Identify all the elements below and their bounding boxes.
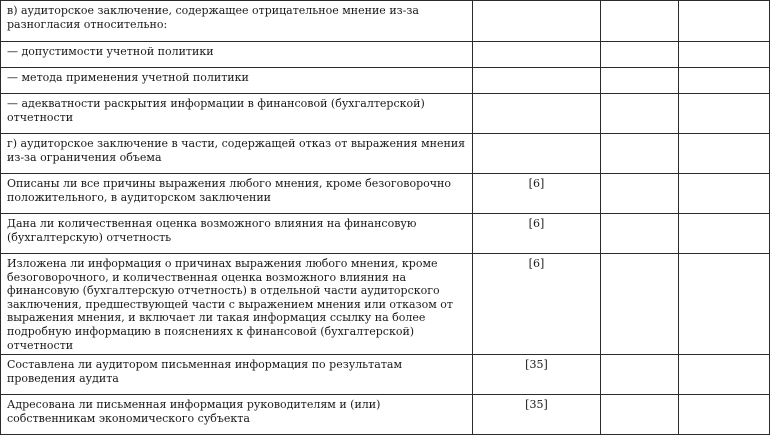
question-cell <box>1 42 473 68</box>
reference-cell <box>473 355 601 395</box>
reference-cell <box>473 68 601 94</box>
table-row <box>1 68 770 94</box>
note-cell <box>679 68 770 94</box>
reference-text: [6] <box>528 257 545 270</box>
table-row <box>1 214 770 254</box>
note-cell <box>679 355 770 395</box>
note-cell <box>679 214 770 254</box>
table-row <box>1 174 770 214</box>
reference-text: [6] <box>528 177 545 190</box>
reference-cell <box>473 254 601 355</box>
question-cell <box>1 94 473 134</box>
question-text: Описаны ли все причины выражения любого мнения, кроме безоговорочно положительного, в аудиторском заключении <box>7 177 451 204</box>
table-row <box>1 395 770 435</box>
question-cell <box>1 68 473 94</box>
question-text: Адресована ли письменная информация руководителям и (или) собственникам экономического субъекта <box>7 398 381 425</box>
reference-text: [35] <box>525 358 548 372</box>
question-text: — метода применения учетной политики <box>7 71 249 84</box>
question-text: Изложена ли информация о причинах выражения любого мнения, кроме безоговорочного, и количественная оценка возможного влияния на финансовую (бухгалтерскую отчетность) в отдельной части аудиторского заключения, предшествующей части с выражением мнения или отказом от выражения мнения, и включает ли такая информация ссылку на более подробную информацию в пояснениях к финансовой (бухгалтерской) отчетности <box>7 257 453 352</box>
answer-cell <box>600 355 679 395</box>
question-cell <box>1 254 473 355</box>
table-row <box>1 94 770 134</box>
answer-cell <box>600 134 679 174</box>
question-cell <box>1 134 473 174</box>
note-cell <box>679 254 770 355</box>
note-cell <box>679 42 770 68</box>
table-row <box>1 1 770 42</box>
note-cell <box>679 395 770 435</box>
note-cell <box>679 1 770 42</box>
reference-cell <box>473 395 601 435</box>
question-cell <box>1 395 473 435</box>
reference-cell <box>473 214 601 254</box>
reference-cell <box>473 94 601 134</box>
answer-cell <box>600 214 679 254</box>
answer-cell <box>600 1 679 42</box>
question-text: — допустимости учетной политики <box>7 45 214 58</box>
answer-cell <box>600 68 679 94</box>
answer-cell <box>600 254 679 355</box>
question-text: в) аудиторское заключение, содержащее отрицательное мнение из-за разногласия относительно: <box>7 4 419 31</box>
note-cell <box>679 94 770 134</box>
answer-cell <box>600 42 679 68</box>
answer-cell <box>600 395 679 435</box>
reference-cell <box>473 42 601 68</box>
table-row <box>1 355 770 395</box>
question-text: г) аудиторское заключение в части, содержащей отказ от выражения мнения из-за ограничения объема <box>7 137 466 164</box>
note-cell <box>679 134 770 174</box>
question-text: Дана ли количественная оценка возможного влияния на финансовую (бухгалтерскую) отчетность <box>7 217 417 244</box>
reference-cell <box>473 174 601 214</box>
reference-cell <box>473 1 601 42</box>
question-cell <box>1 214 473 254</box>
question-cell <box>1 355 473 395</box>
table-row <box>1 42 770 68</box>
reference-text: [35] <box>525 398 548 412</box>
question-text: Составлена ли аудитором письменная информация по результатам проведения аудита <box>7 358 403 385</box>
table-row <box>1 254 770 355</box>
reference-text: [6] <box>528 217 545 230</box>
answer-cell <box>600 174 679 214</box>
question-cell <box>1 174 473 214</box>
question-cell <box>1 1 473 42</box>
note-cell <box>679 174 770 214</box>
reference-cell <box>473 134 601 174</box>
answer-cell <box>600 94 679 134</box>
question-text: — адекватности раскрытия информации в финансовой (бухгалтерской) отчетности <box>7 97 425 124</box>
table-row <box>1 134 770 174</box>
